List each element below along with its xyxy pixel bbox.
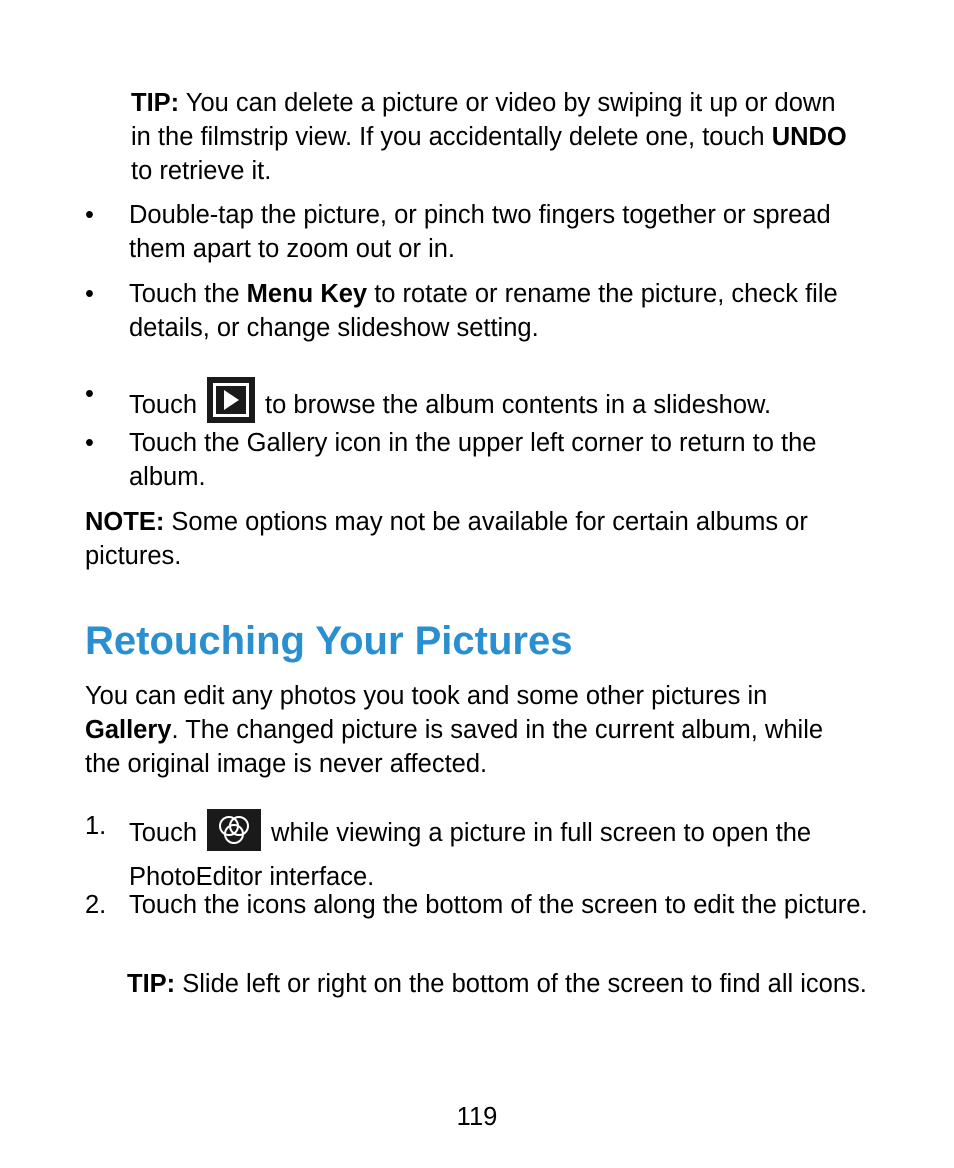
step-number: 2. [85, 891, 107, 919]
tip-text-part1: You can delete a picture or video by swiping it up or down in the filmstrip view. If you accidentally delete one, touch [131, 89, 836, 151]
bullet-text-part1: Touch the [129, 280, 247, 308]
bullet-text-part2: to browse the album contents in a slideshow. [265, 391, 772, 419]
photo-editor-icon [207, 809, 261, 860]
bullet-item-gallery [85, 426, 894, 494]
bullet-text-part2: to rotate or rename the picture, check file details, or change slideshow setting. [129, 280, 838, 342]
play-slideshow-icon [207, 377, 255, 432]
bullet-text-part1: Touch [129, 391, 198, 419]
note-text: Some options may not be available for certain albums or pictures. [85, 508, 808, 570]
undo-term: UNDO [771, 123, 847, 151]
bullet-text [129, 377, 894, 432]
tip-label: TIP: [131, 89, 180, 117]
tip-block [131, 86, 851, 188]
intro-text-part2: . The changed picture is saved in the current album, while the original image is never affected. [85, 716, 824, 778]
step-item-2 [85, 888, 894, 922]
bullet-mark: • [85, 201, 94, 229]
bullet-mark: • [85, 380, 94, 408]
page-number: 119 [456, 1103, 498, 1131]
step-text: Touch the icons along the bottom of the screen to edit the picture. [129, 891, 868, 919]
tip-text-part2: to retrieve it. [131, 157, 272, 185]
bullet-text: Double-tap the picture, or pinch two fingers together or spread them apart to zoom out or in. [129, 201, 831, 263]
step-number: 1. [85, 812, 107, 840]
section-heading: Retouching Your Pictures [85, 619, 573, 663]
bullet-text: Touch the Gallery icon in the upper left corner to return to the album. [129, 429, 817, 491]
section-intro [85, 679, 865, 781]
note-label: NOTE: [85, 508, 165, 536]
step-text-part2: while viewing a picture in full screen to open the PhotoEditor interface. [129, 819, 812, 891]
step-text [129, 809, 894, 894]
intro-text-part1: You can edit any photos you took and some other pictures in [85, 682, 768, 710]
bullet-item-slideshow [85, 377, 894, 432]
gallery-term: Gallery [85, 716, 172, 744]
tip-label: TIP: [127, 970, 176, 998]
bullet-item-zoom [85, 198, 894, 266]
bullet-text [129, 277, 894, 345]
bullet-item-menu-key [85, 277, 894, 345]
step-item-1 [85, 809, 894, 894]
menu-key-term: Menu Key [246, 280, 368, 308]
step-text-part1: Touch [129, 819, 198, 847]
bullet-mark: • [85, 429, 94, 457]
note-block [85, 505, 865, 573]
tip-text: Slide left or right on the bottom of the screen to find all icons. [175, 970, 867, 998]
bullet-mark: • [85, 280, 94, 308]
tip-block-2 [127, 967, 867, 1001]
